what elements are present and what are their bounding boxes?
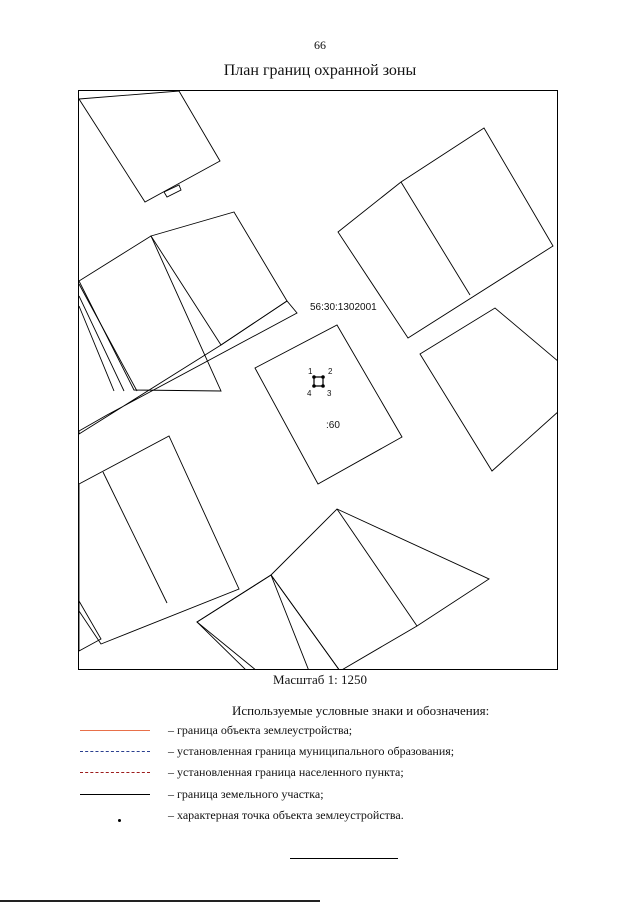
land-parcel xyxy=(79,601,101,651)
legend-line-sample xyxy=(80,730,150,731)
scan-edge-line xyxy=(0,900,320,902)
land-parcel xyxy=(197,575,309,670)
legend-item-settlement-boundary xyxy=(80,763,600,783)
parcel-divider xyxy=(337,509,417,626)
block-number-label: 56:30:1302001 xyxy=(310,302,377,313)
legend-item-label: – граница земельного участка; xyxy=(168,787,324,801)
land-parcel xyxy=(79,91,220,202)
map-frame xyxy=(78,90,558,670)
parcel-divider xyxy=(79,296,124,391)
cadastral-map xyxy=(79,91,558,670)
land-parcel xyxy=(255,325,402,484)
legend-title: Используемые условные знаки и обозначения: xyxy=(232,703,490,718)
legend-line-sample xyxy=(80,751,150,752)
land-parcel xyxy=(151,212,287,345)
parcel-divider xyxy=(401,182,470,295)
parcel-divider xyxy=(79,306,114,391)
point-label-1: 1 xyxy=(308,367,313,376)
land-parcel xyxy=(79,436,239,644)
land-parcel xyxy=(420,308,558,471)
legend-item-label: – установленная граница муниципального образования; xyxy=(168,744,455,758)
parcel-divider xyxy=(79,284,137,391)
signature-line xyxy=(290,858,398,859)
legend-item-object-boundary xyxy=(80,721,600,741)
legend-item-label: – граница объекта землеустройства; xyxy=(168,723,353,737)
legend-item-parcel-boundary xyxy=(80,785,600,805)
land-parcel xyxy=(79,236,221,391)
land-parcel xyxy=(197,575,340,670)
parcel-number-label: :60 xyxy=(326,420,340,431)
land-parcel xyxy=(271,509,489,670)
characteristic-points xyxy=(312,375,325,388)
legend-item-characteristic-point xyxy=(80,806,600,826)
legend-item-label: – характерная точка объекта землеустройства. xyxy=(168,808,404,822)
point-symbol xyxy=(118,819,121,822)
legend-item-municipal-boundary xyxy=(80,742,600,762)
point-label-2: 2 xyxy=(328,367,333,376)
legend-line-sample xyxy=(80,794,150,795)
point-label-4: 4 xyxy=(307,389,312,398)
legend-line-sample xyxy=(80,772,150,773)
legend-item-label: – установленная граница населенного пункта; xyxy=(168,765,404,779)
page-number: 66 xyxy=(314,38,326,52)
land-parcel xyxy=(79,301,297,434)
scale-label: Масштаб 1: 1250 xyxy=(273,672,367,687)
page-title: План границ охранной зоны xyxy=(223,62,417,79)
parcel-divider xyxy=(103,472,167,603)
point-label-3: 3 xyxy=(327,389,332,398)
